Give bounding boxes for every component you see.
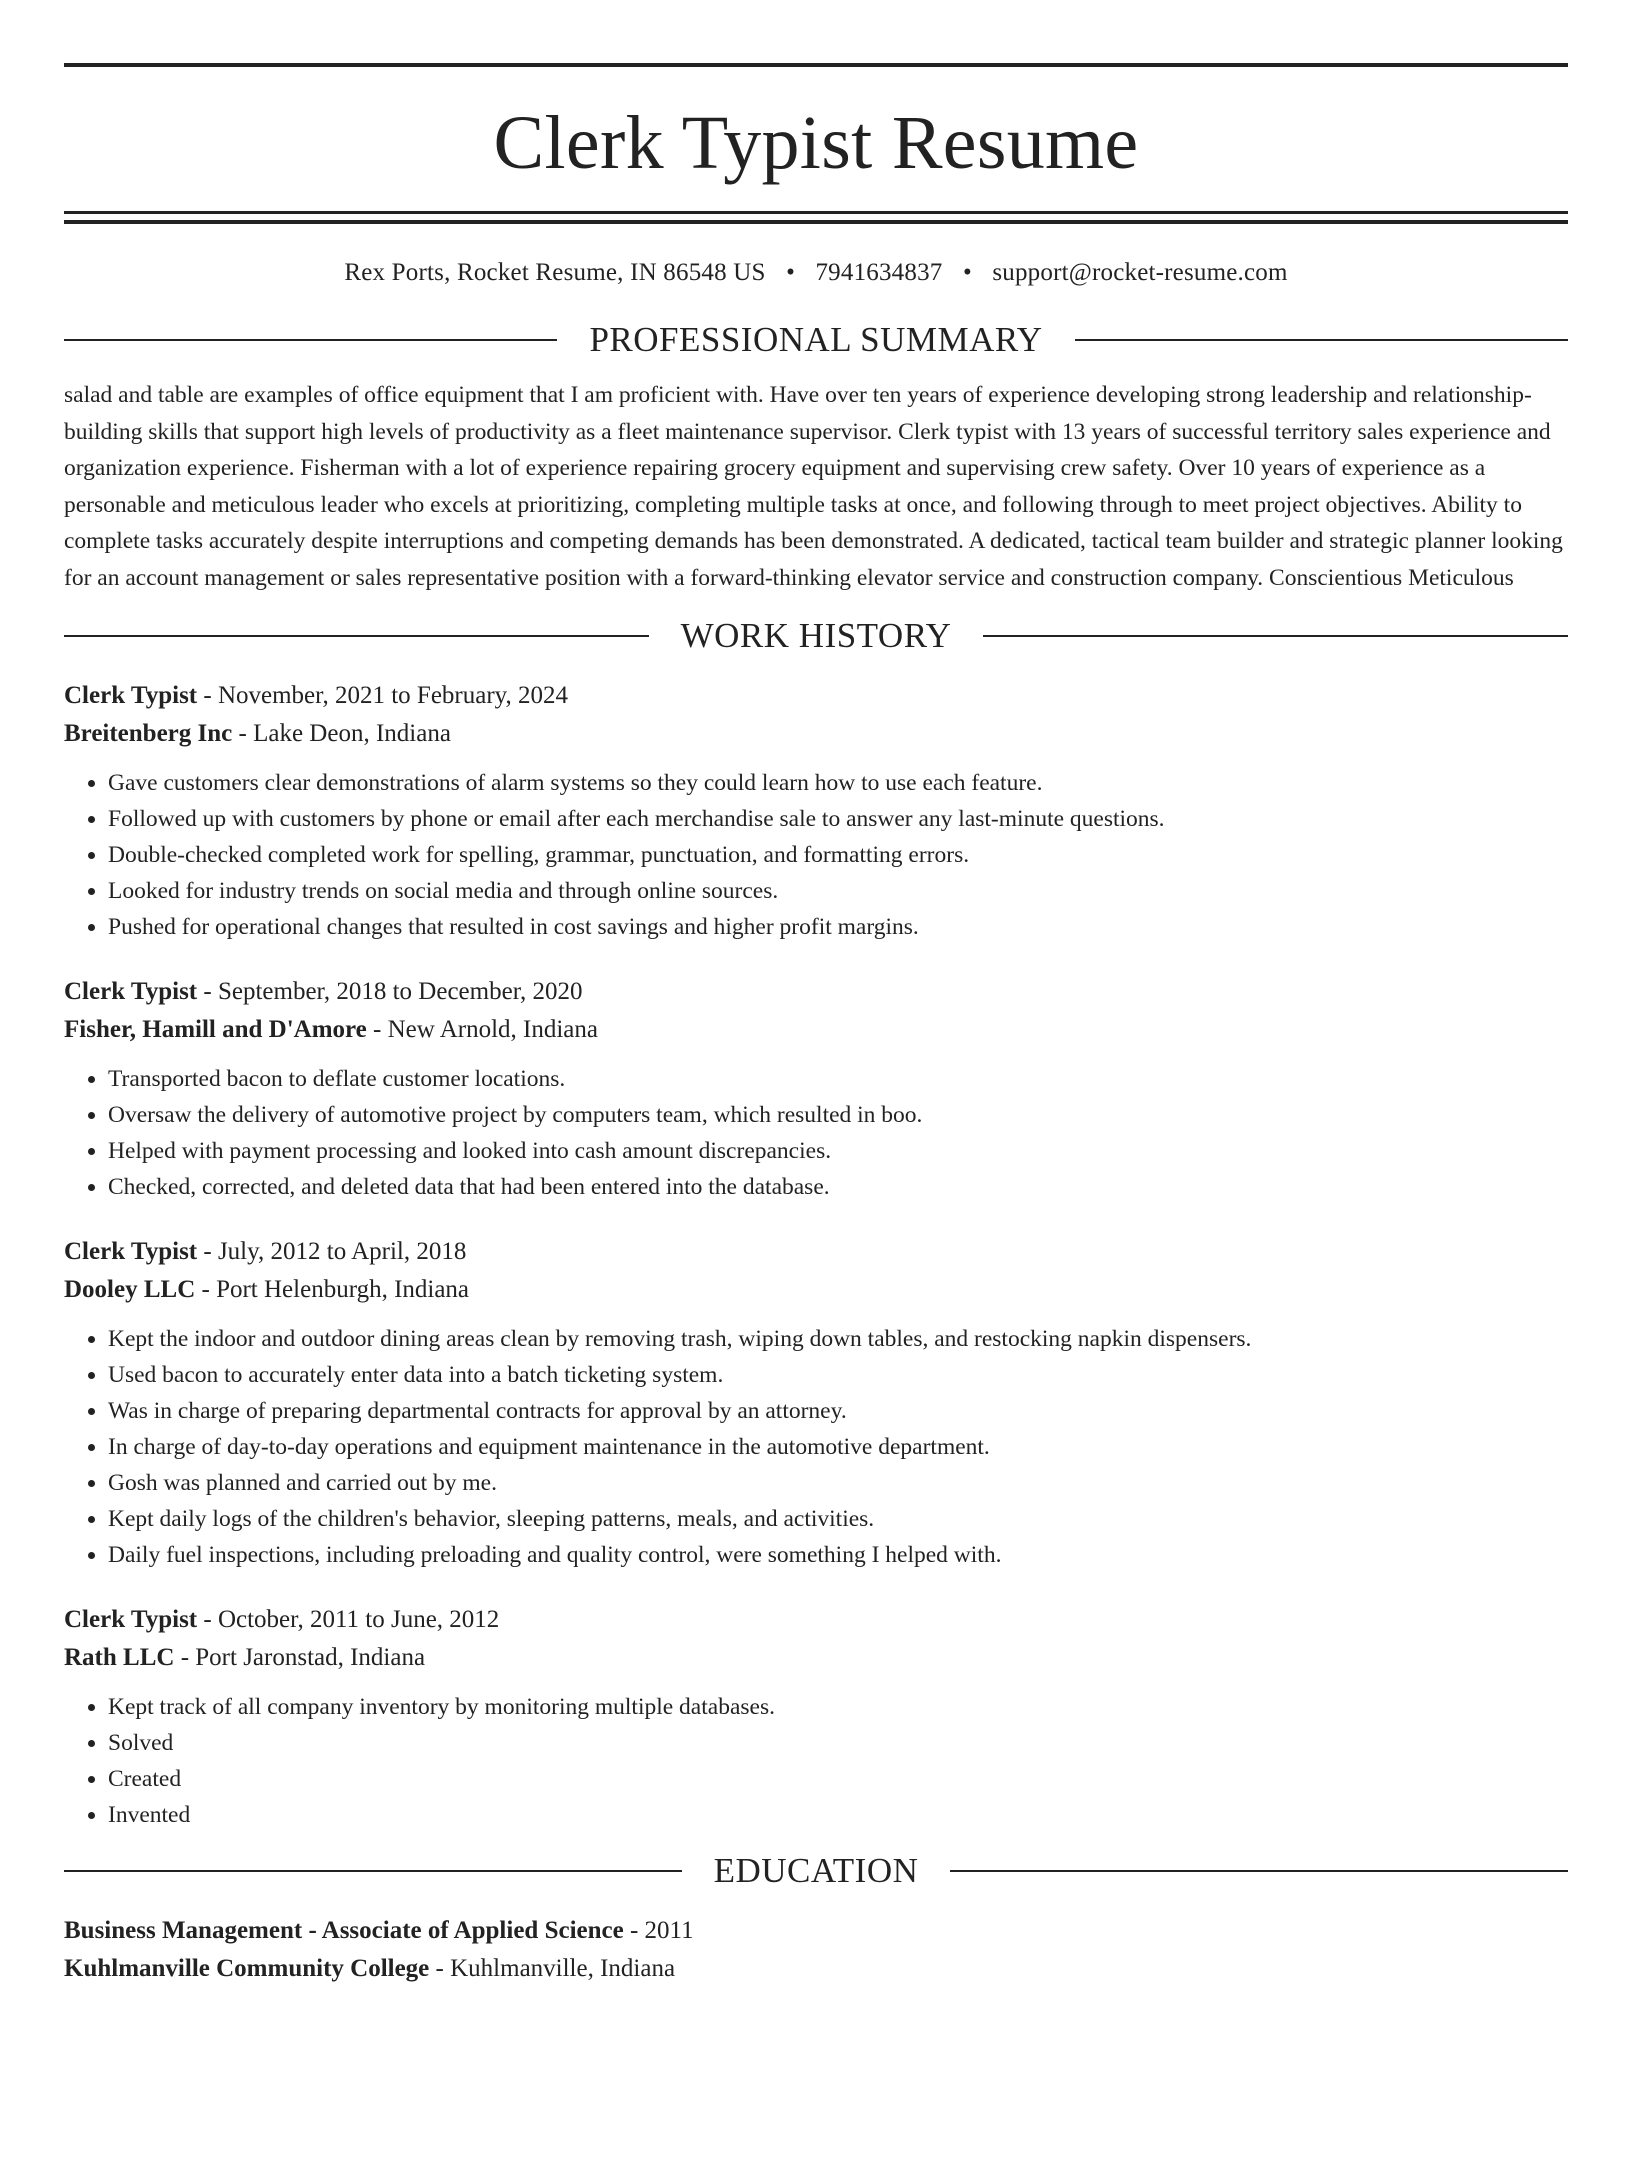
heading-rule-right	[1075, 339, 1568, 341]
heading-rule-left	[64, 1870, 682, 1872]
list-item: • Solved	[108, 1725, 1568, 1761]
job-dates: - November, 2021 to February, 2024	[197, 682, 569, 709]
job-location: - Lake Deon, Indiana	[232, 720, 451, 747]
job-bullets	[64, 1061, 1568, 1205]
contact-separator: •	[962, 259, 972, 286]
list-item: • Used bacon to accurately enter data into a batch ticketing system.	[108, 1357, 1568, 1393]
top-rule	[64, 63, 1568, 67]
contact-line	[64, 260, 1568, 285]
education-school: Kuhlmanville Community College	[64, 1955, 430, 1982]
contact-address: Rex Ports, Rocket Resume, IN 86548 US	[344, 259, 766, 286]
job-location: - Port Jaronstad, Indiana	[174, 1644, 426, 1671]
job-title: Clerk Typist	[64, 682, 198, 709]
heading-rule-left	[64, 339, 557, 341]
summary-heading-text: PROFESSIONAL SUMMARY	[589, 320, 1043, 359]
list-item: • Transported bacon to deflate customer locations.	[108, 1061, 1568, 1097]
list-item: • Oversaw the delivery of automotive project by computers team, which resulted in boo.	[108, 1097, 1568, 1133]
list-item: • Daily fuel inspections, including preloading and quality control, were something I helped with.	[108, 1537, 1568, 1573]
list-item: • Helped with payment processing and looked into cash amount discrepancies.	[108, 1133, 1568, 1169]
list-item: • Kept daily logs of the children's behavior, sleeping patterns, meals, and activities.	[108, 1501, 1568, 1537]
list-item: • Pushed for operational changes that resulted in cost savings and higher profit margins.	[108, 909, 1568, 945]
job-company-line	[64, 715, 1568, 753]
job-company-line	[64, 1639, 1568, 1677]
list-item: • In charge of day-to-day operations and equipment maintenance in the automotive department.	[108, 1429, 1568, 1465]
summary-heading	[64, 322, 1568, 357]
job-dates: - September, 2018 to December, 2020	[197, 978, 583, 1005]
job-title-line	[64, 677, 1568, 715]
job-bullets	[64, 1689, 1568, 1833]
list-item: • Was in charge of preparing departmental contracts for approval by an attorney.	[108, 1393, 1568, 1429]
list-item: • Gosh was planned and carried out by me.	[108, 1465, 1568, 1501]
job-company: Breitenberg Inc	[64, 720, 233, 747]
job-location: - Port Helenburgh, Indiana	[195, 1276, 470, 1303]
job-location: - New Arnold, Indiana	[366, 1016, 598, 1043]
summary-text: salad and table are examples of office equipment that I am proficient with. Have over ten years of experience developing strong leadership and relationship-building skills that support high levels of productivity as a fleet maintenance supervisor. Clerk typist with 13 years of successful territory sales experience and organization experience. Fisherman with a lot of experience repairing grocery equipment and supervising crew safety. Over 10 years of experience as a personable and meticulous leader who excels at prioritizing, completing multiple tasks at once, and following through to meet project objectives. Ability to complete tasks accurately despite interruptions and competing demands has been demonstrated. A dedicated, tactical team builder and strategic planner looking for an account management or sales representative position with a forward-thinking elevator service and construction company. Conscientious Meticulous	[64, 382, 1563, 591]
list-item: • Created	[108, 1761, 1568, 1797]
education-heading	[64, 1853, 1568, 1888]
job-entry	[64, 677, 1568, 945]
education-year: - 2011	[623, 1917, 694, 1944]
job-entry	[64, 973, 1568, 1205]
job-dates: - October, 2011 to June, 2012	[197, 1606, 500, 1633]
job-company-line	[64, 1271, 1568, 1309]
job-entry	[64, 1601, 1568, 1833]
heading-rule-right	[983, 635, 1568, 637]
education-heading-text: EDUCATION	[713, 1851, 919, 1890]
job-company-line	[64, 1011, 1568, 1049]
job-title: Clerk Typist	[64, 978, 198, 1005]
page-title: Clerk Typist Resume	[493, 101, 1139, 185]
job-entry	[64, 1233, 1568, 1573]
education-entry	[64, 1912, 1568, 1988]
job-title: Clerk Typist	[64, 1606, 198, 1633]
list-item: • Kept track of all company inventory by monitoring multiple databases.	[108, 1689, 1568, 1725]
heading-rule-left	[64, 635, 649, 637]
list-item: • Checked, corrected, and deleted data that had been entered into the database.	[108, 1169, 1568, 1205]
education-degree-line	[64, 1912, 1568, 1950]
resume-page	[0, 63, 1632, 2175]
list-item: • Double-checked completed work for spelling, grammar, punctuation, and formatting errors.	[108, 837, 1568, 873]
job-bullets	[64, 765, 1568, 945]
job-dates: - July, 2012 to April, 2018	[197, 1238, 467, 1265]
list-item: • Gave customers clear demonstrations of alarm systems so they could learn how to use each feature.	[108, 765, 1568, 801]
list-item: • Invented	[108, 1797, 1568, 1833]
job-company: Fisher, Hamill and D'Amore	[64, 1016, 367, 1043]
contact-separator: •	[786, 259, 796, 286]
education-location: - Kuhlmanville, Indiana	[429, 1955, 676, 1982]
job-company: Dooley LLC	[64, 1276, 196, 1303]
job-title: Clerk Typist	[64, 1238, 198, 1265]
title-double-rule	[64, 211, 1568, 224]
work-history-heading	[64, 618, 1568, 653]
job-company: Rath LLC	[64, 1644, 175, 1671]
education-degree: Business Management - Associate of Applied Science	[64, 1917, 624, 1944]
job-title-line	[64, 1233, 1568, 1271]
job-title-line	[64, 973, 1568, 1011]
list-item: • Looked for industry trends on social media and through online sources.	[108, 873, 1568, 909]
job-bullets	[64, 1321, 1568, 1573]
job-title-line	[64, 1601, 1568, 1639]
work-history-heading-text: WORK HISTORY	[680, 616, 952, 655]
list-item: • Kept the indoor and outdoor dining areas clean by removing trash, wiping down tables, and restocking napkin dispensers.	[108, 1321, 1568, 1357]
list-item: • Followed up with customers by phone or email after each merchandise sale to answer any last-minute questions.	[108, 801, 1568, 837]
education-school-line	[64, 1950, 1568, 1988]
contact-phone: 7941634837	[815, 259, 943, 286]
contact-email: support@rocket-resume.com	[992, 259, 1288, 286]
heading-rule-right	[950, 1870, 1568, 1872]
